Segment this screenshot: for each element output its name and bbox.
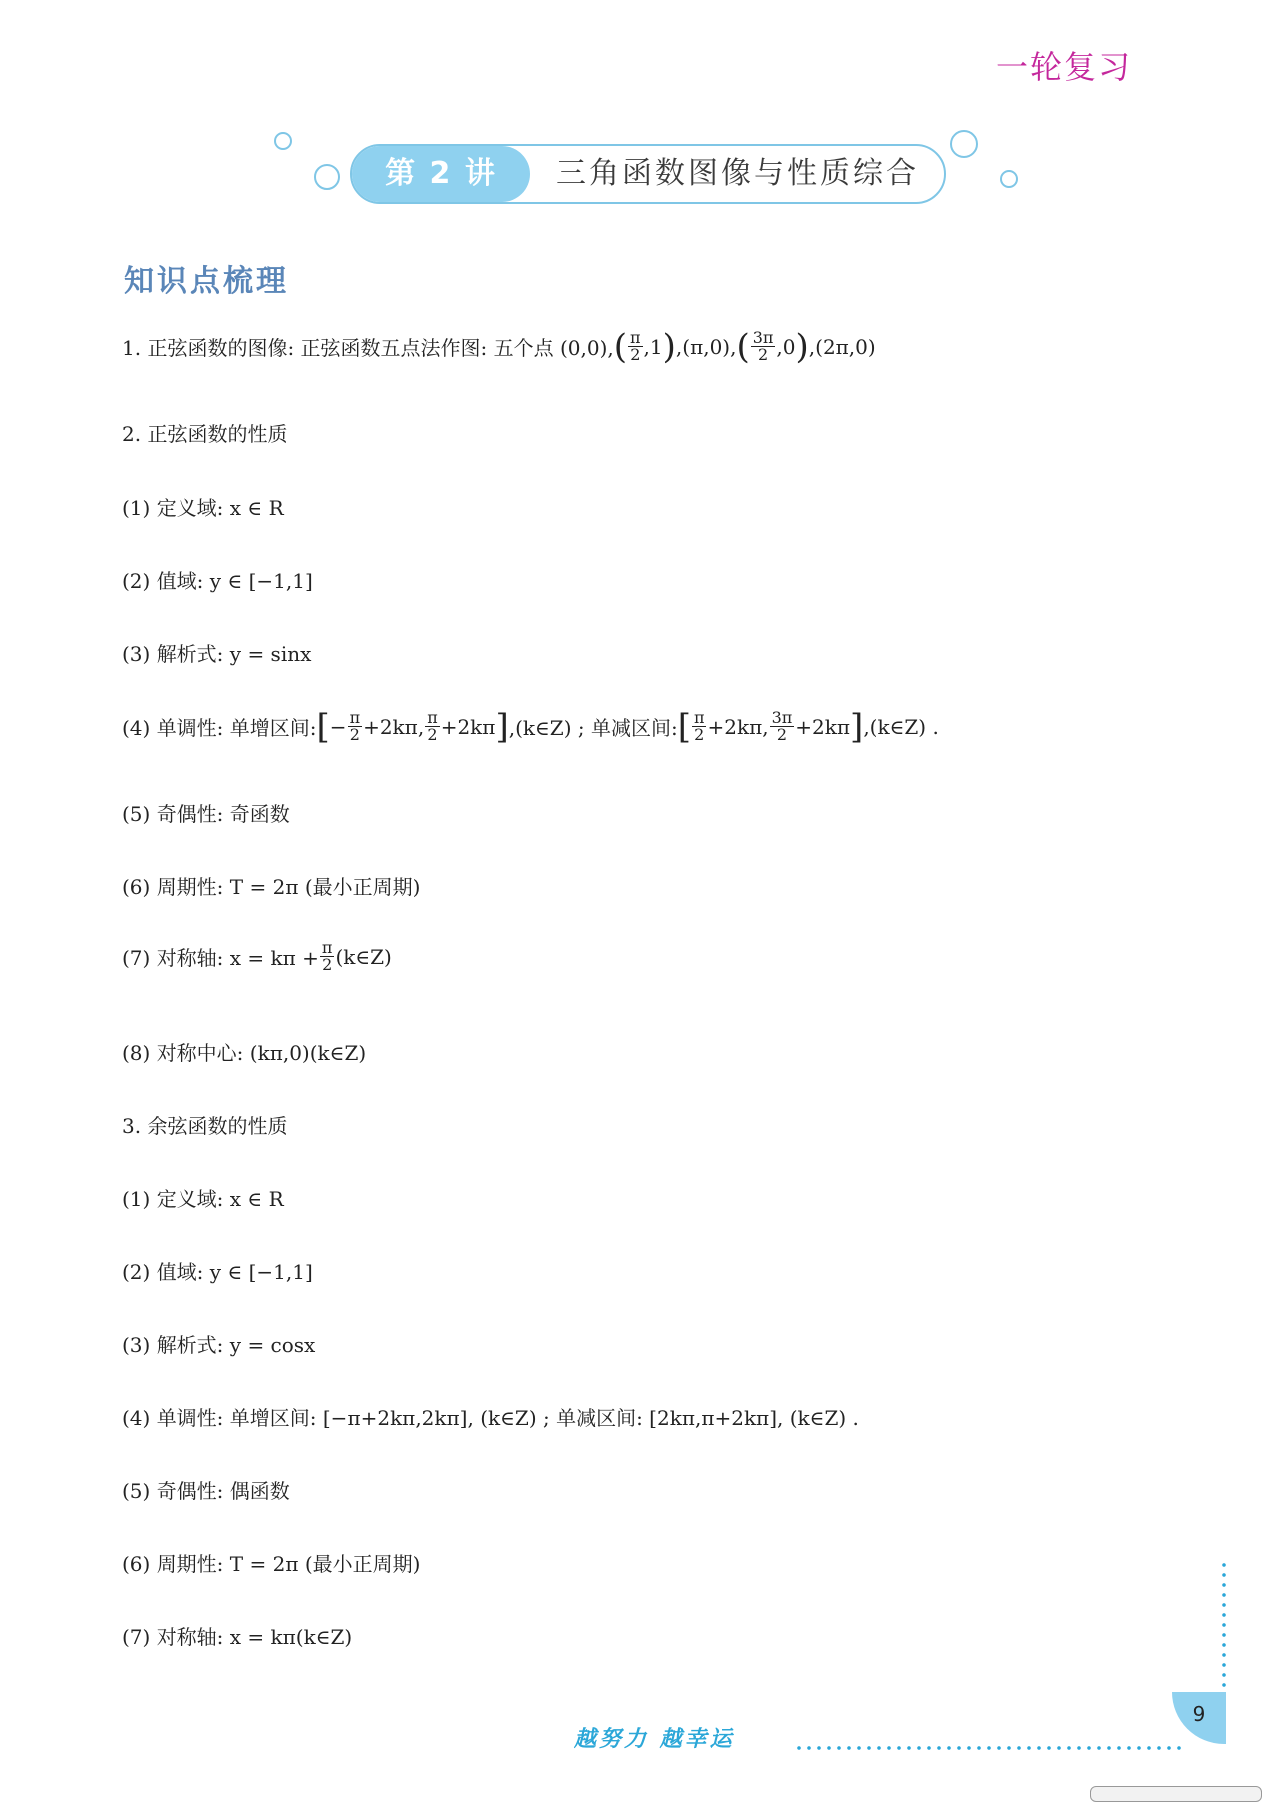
text-line: (6) 周期性: T = 2π (最小正周期) — [122, 1552, 421, 1576]
text-line: (1) 定义域: x ∈ R — [122, 496, 284, 520]
decor-dots-vertical — [1222, 1560, 1226, 1710]
decor-dots-horizontal — [794, 1746, 1182, 1750]
text-line: (3) 解析式: y = cosx — [122, 1333, 316, 1357]
fraction: $\frac{\pi}{2}$ — [630, 328, 641, 364]
fraction: $\frac{\pi}{2}$ — [321, 938, 333, 974]
text-line: (4) 单调性: 单增区间: [−π+2kπ,2kπ], (k∈Z) ; 单减区间: [2kπ,π+2kπ], (k∈Z) . — [122, 1406, 859, 1430]
section-title: 知识点梳理 — [124, 264, 289, 299]
text-line: 3. 余弦函数的性质 — [122, 1114, 288, 1138]
text-line: (6) 周期性: T = 2π (最小正周期) — [122, 875, 421, 899]
fraction: $\frac{3\pi}{2}$ — [771, 708, 793, 744]
footer-motto: 越努力 越幸运 — [574, 1727, 735, 1752]
text-line: (4) 单调性: 单增区间: [ − $\frac{\pi}{2}$ +2kπ, $\frac{\pi}{2}$ +2kπ ] ,(k∈Z) ; 单减区间: [ $\frac{\pi}{2}$ +2kπ, $\frac{3\pi}{2}$ +2kπ ] ,(k∈Z) . — [122, 706, 939, 747]
text-line: (8) 对称中心: (kπ,0)(k∈Z) — [122, 1041, 367, 1065]
text-line: (3) 解析式: y = sinx — [122, 642, 312, 666]
decor-bubble — [274, 132, 292, 150]
fraction: $\frac{\pi}{2}$ — [427, 708, 438, 744]
lesson-banner — [0, 130, 1280, 220]
text-line: 2. 正弦函数的性质 — [122, 422, 288, 446]
text-line: (2) 值域: y ∈ [−1,1] — [122, 1260, 313, 1284]
text-line: (5) 奇偶性: 奇函数 — [122, 802, 290, 826]
decor-bubble — [314, 164, 340, 190]
text-line: (5) 奇偶性: 偶函数 — [122, 1479, 290, 1503]
text-line: 1. 正弦函数的图像: 正弦函数五点法作图: 五个点 (0,0), ( $\frac{\pi}{2}$ ,1 ) ,(π,0), ( $\frac{3\pi}{2}$ ,0 ) ,(2π,0) — [122, 326, 876, 367]
text-line: (2) 值域: y ∈ [−1,1] — [122, 569, 313, 593]
decor-bubble — [1000, 170, 1018, 188]
fraction: $\frac{\pi}{2}$ — [349, 708, 361, 744]
lesson-topic: 三角函数图像与性质综合 — [556, 156, 919, 191]
text-line: (7) 对称轴: x = kπ(k∈Z) — [122, 1625, 353, 1649]
series-label: 一轮复习 — [995, 48, 1132, 86]
decor-bubble — [950, 130, 978, 158]
fraction: $\frac{3\pi}{2}$ — [752, 328, 774, 364]
text-line: (7) 对称轴: x = kπ + $\frac{\pi}{2}$ (k∈Z) — [122, 938, 392, 974]
lesson-number: 第 2 讲 — [352, 146, 530, 202]
page-number: 9 — [1172, 1692, 1226, 1744]
horizontal-scrollbar[interactable] — [1090, 1786, 1262, 1802]
fraction: $\frac{\pi}{2}$ — [693, 708, 705, 744]
text-line: (1) 定义域: x ∈ R — [122, 1187, 284, 1211]
